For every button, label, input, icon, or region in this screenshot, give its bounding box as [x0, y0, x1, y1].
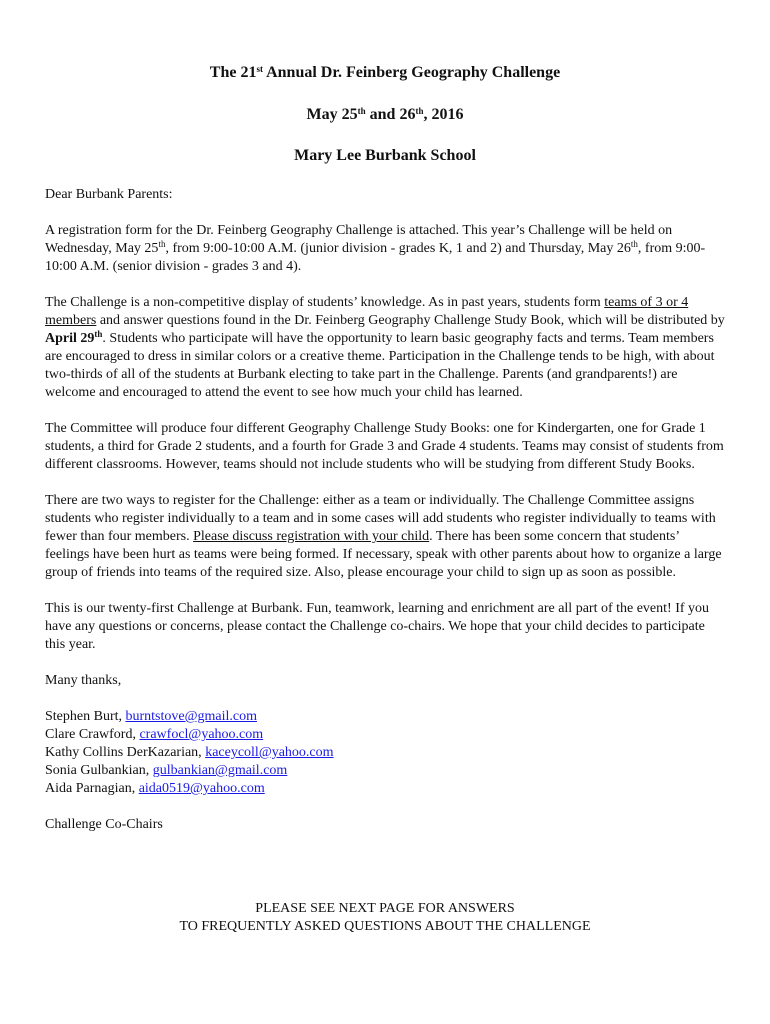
event-dates	[0, 105, 770, 125]
date-second-superscript: th	[415, 106, 424, 116]
letter-body	[45, 186, 725, 852]
paragraph-register-ways: There are two ways to register for the Challenge: either as a team or individually. The Challenge Committee assigns students who register individually to a team and in some cases will add students who register individually to teams with fewer than four members. Please discuss registration with your child. There has been some concern that students’ feelings have been hurt as teams were being formed. If necessary, speak with other parents about how to organize a large group of friends into teams of the required size. Also, please encourage your child to sign up as soon as possible.	[45, 493, 722, 580]
title-text-end: Annual Dr. Feinberg Geography Challenge	[262, 64, 561, 81]
cochair-entry: Kathy Collins DerKazarian, kaceycoll@yahoo.com	[45, 745, 334, 760]
paragraph-study-books: The Committee will produce four different Geography Challenge Study Books: one for Kindergarten, one for Grade 1 students, a third for Grade 2 students, and a fourth for Grade 3 and Grade 4 students. Teams may consist of students from different classrooms. However, teams should not include students who will be studying from different Study Books.	[45, 421, 724, 472]
cochair-entry: Stephen Burt, burntstove@gmail.com	[45, 709, 257, 724]
title-text: The 21	[209, 64, 257, 81]
footer-note	[0, 900, 770, 936]
title-superscript: st	[256, 64, 263, 74]
footer-line-1: PLEASE SEE NEXT PAGE FOR ANSWERS	[255, 901, 515, 916]
distribution-date: April 29th	[45, 329, 103, 346]
date-year: , 2016	[423, 106, 464, 123]
signature: Challenge Co-Chairs	[45, 817, 163, 832]
date-second: and 26	[365, 106, 416, 123]
salutation: Dear Burbank Parents:	[45, 187, 173, 202]
email-link[interactable]: crawfocl@yahoo.com	[139, 727, 264, 742]
date-first: May 25	[306, 106, 358, 123]
closing-line: Many thanks,	[45, 673, 122, 688]
cochair-entry: Aida Parnagian, aida0519@yahoo.com	[45, 781, 265, 796]
email-link[interactable]: aida0519@yahoo.com	[138, 781, 265, 796]
paragraph-registration: A registration form for the Dr. Feinberg Geography Challenge is attached. This year’s Challenge will be held on Wednesday, May 25th, from 9:00-10:00 A.M. (junior division - grades K, 1 and 2) and Thursday, May 26th, from 9:00-10:00 A.M. (senior division - grades 3 and 4).	[45, 223, 706, 274]
teams-emphasis: teams of 3 or 4 members	[45, 295, 689, 328]
footer-line-2: TO FREQUENTLY ASKED QUESTIONS ABOUT THE CHALLENGE	[179, 919, 591, 934]
email-link[interactable]: gulbankian@gmail.com	[152, 763, 288, 778]
email-link[interactable]: burntstove@gmail.com	[125, 709, 257, 724]
paragraph-challenge-description: The Challenge is a non-competitive display of students’ knowledge. As in past years, students form teams of 3 or 4 members and answer questions found in the Dr. Feinberg Geography Challenge Study Book, which will be distributed by April 29th. Students who participate will have the opportunity to learn basic geography facts and terms. Team members are encouraged to dress in similar colors or a creative theme. Participation in the Challenge tends to be high, with about two-thirds of all of the students at Burbank electing to take part in the Challenge. Parents (and grandparents!) are welcome and encouraged to attend the event to see how much your child has learned.	[45, 295, 725, 400]
cochair-entry: Clare Crawford, crawfocl@yahoo.com	[45, 727, 264, 742]
date-first-superscript: th	[357, 106, 366, 116]
page-title	[0, 63, 770, 83]
email-link[interactable]: kaceycoll@yahoo.com	[205, 745, 334, 760]
discuss-emphasis: Please discuss registration with your child	[193, 529, 430, 544]
paragraph-closing-remarks: This is our twenty-first Challenge at Burbank. Fun, teamwork, learning and enrichment are all part of the event! If you have any questions or concerns, please contact the Challenge co-chairs. We hope that your child decides to participate this year.	[45, 601, 710, 652]
cochair-entry: Sonia Gulbankian, gulbankian@gmail.com	[45, 763, 288, 778]
school-name: Mary Lee Burbank School	[294, 147, 476, 164]
cochair-list	[45, 708, 725, 798]
